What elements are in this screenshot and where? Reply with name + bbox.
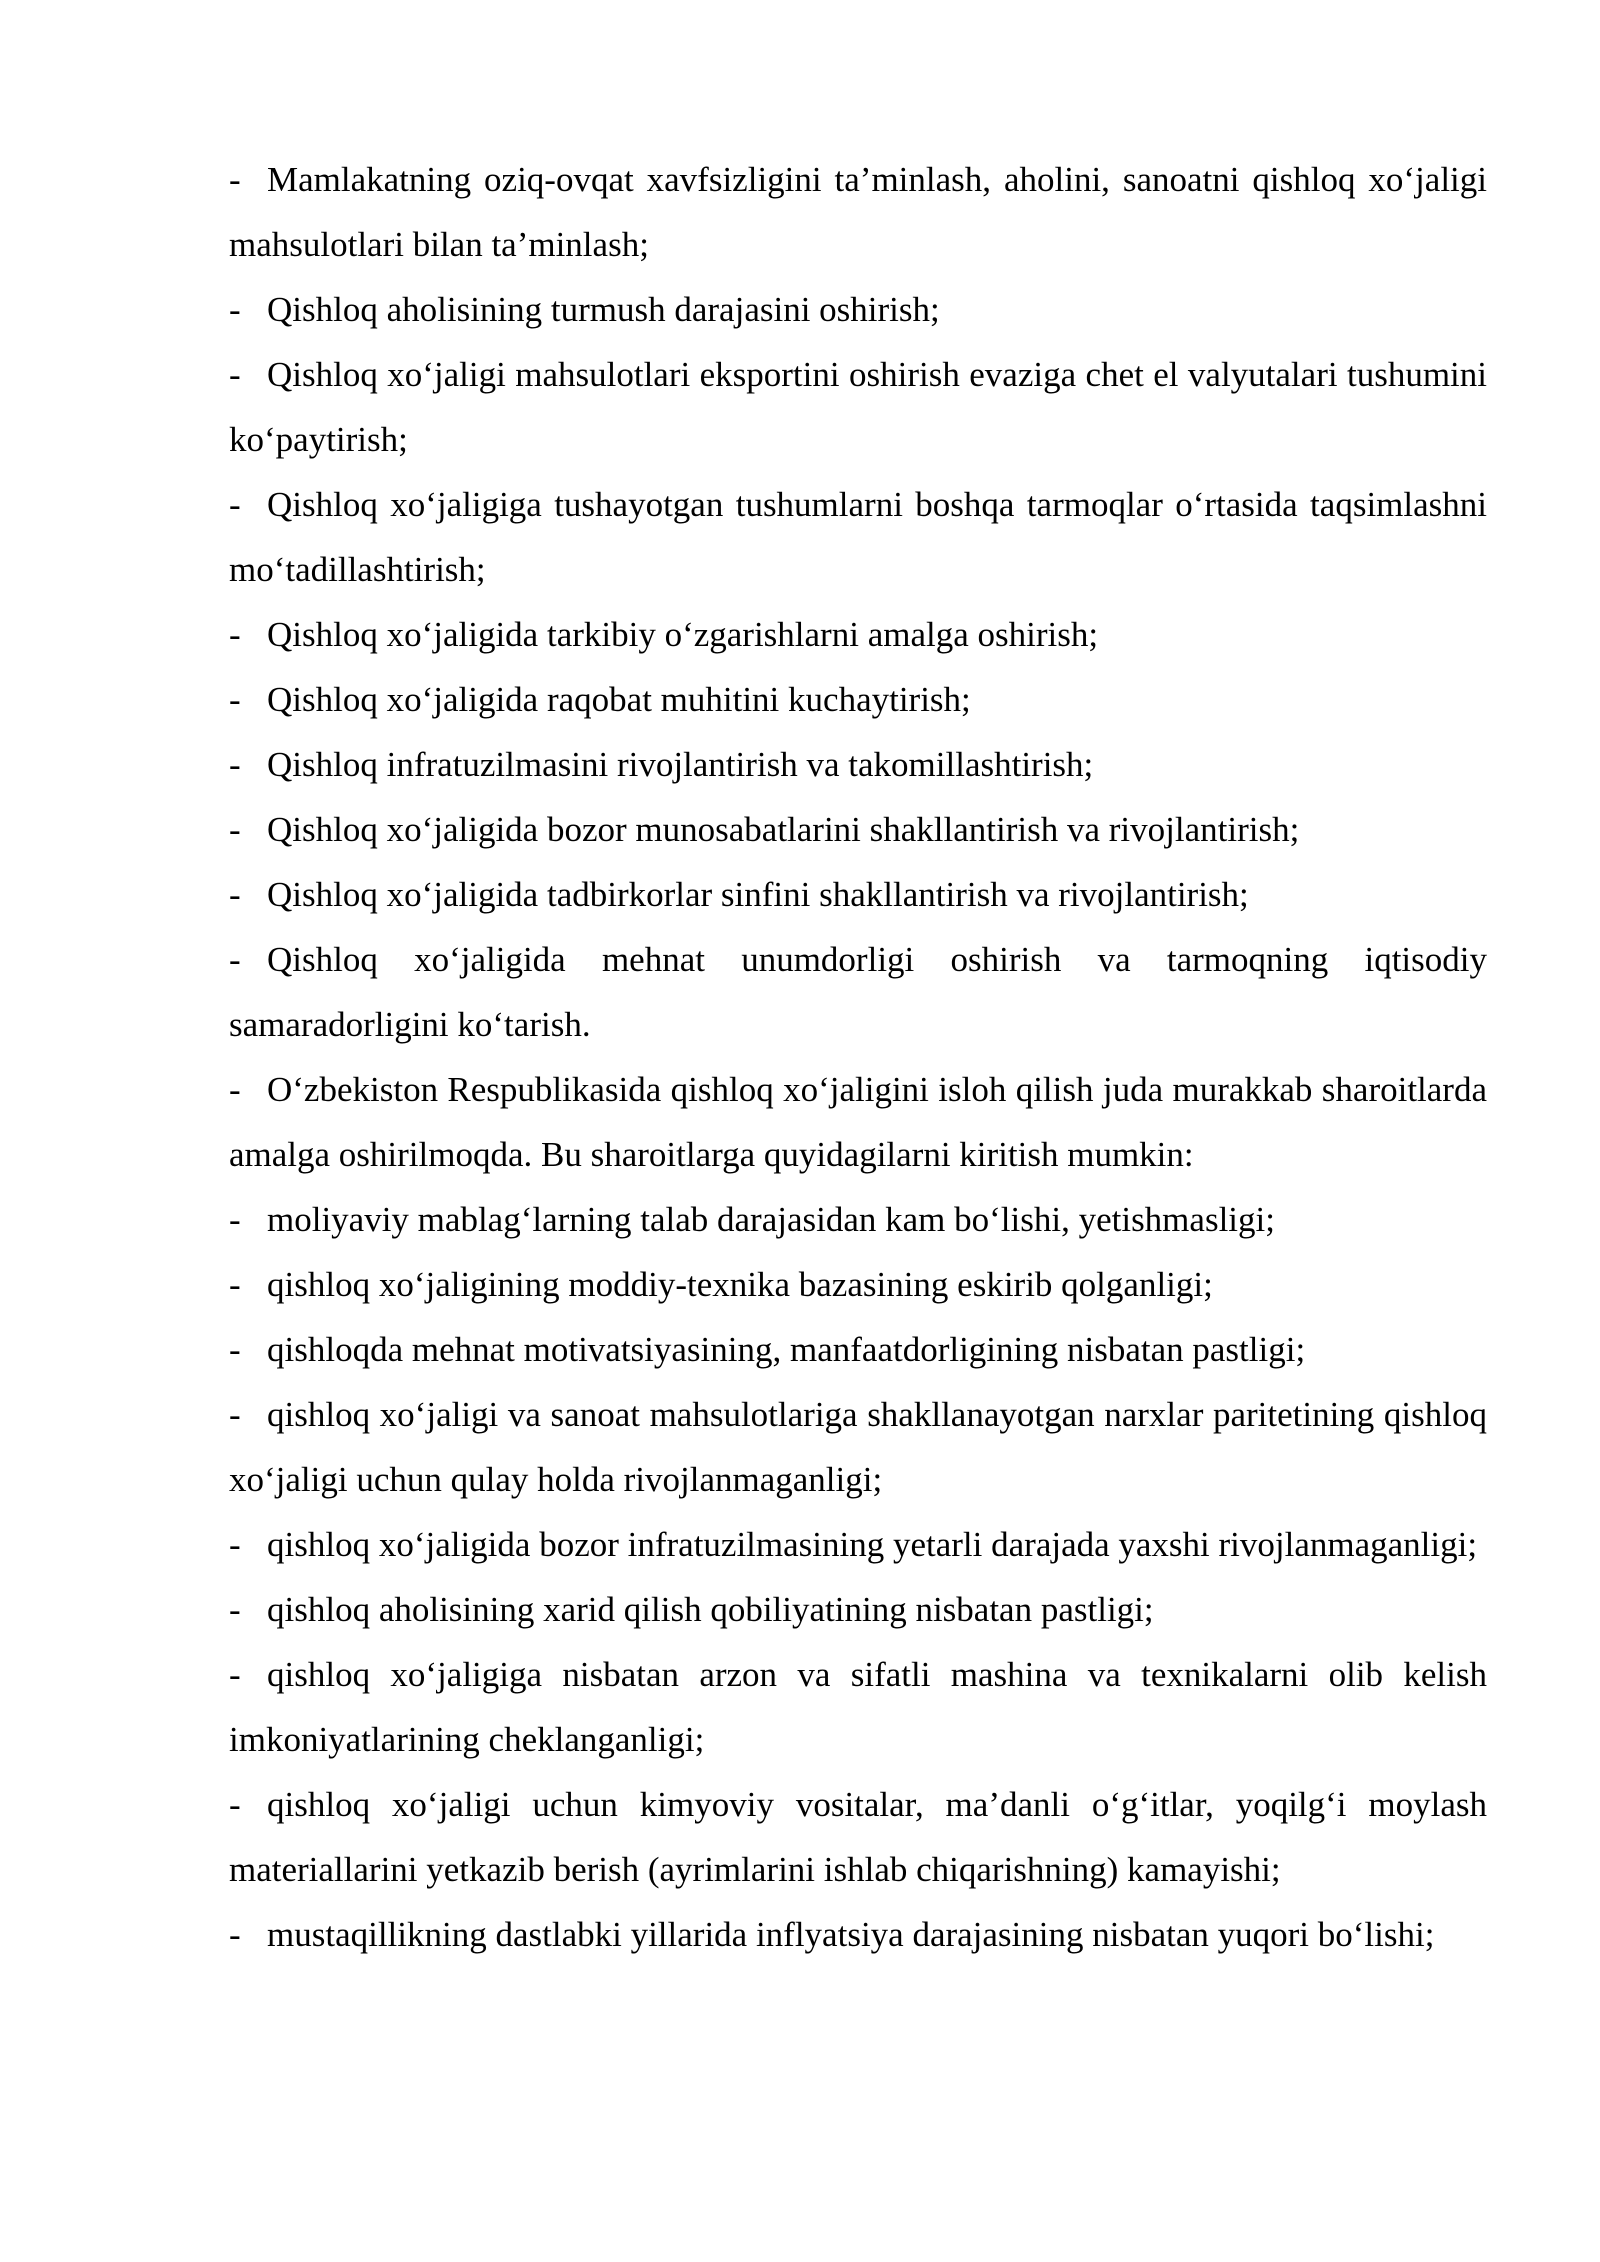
list-item-text: O‘zbekiston Respublikasida qishloq xo‘jaligini isloh qilish juda murakkab sharoitlarda amalga oshirilmoqda. Bu sharoitlarga quyidagilarni kiritish mumkin: [229,1070,1487,1174]
list-dash: - [229,485,241,524]
list-dash: - [229,1915,241,1954]
list-item-text: Qishloq xo‘jaligida tadbirkorlar sinfini shakllantirish va rivojlantirish; [267,875,1249,914]
list-item [229,1252,1487,1317]
list-item [229,147,1487,277]
list-item-text: moliyaviy mablag‘larning talab darajasidan kam bo‘lishi, yetishmasligi; [267,1200,1275,1239]
list-item [229,342,1487,472]
document-body [229,147,1487,1967]
list-item-text: Qishloq xo‘jaligida mehnat unumdorligi oshirish va tarmoqning iqtisodiy samaradorligini ko‘tarish. [229,940,1487,1044]
list-item-text: Qishloq xo‘jaligiga tushayotgan tushumlarni boshqa tarmoqlar o‘rtasida taqsimlashni mo‘tadillashtirish; [229,485,1487,589]
list-dash: - [229,810,241,849]
list-item [229,472,1487,602]
list-dash: - [229,1330,241,1369]
list-item [229,1642,1487,1772]
list-item-text: qishloq xo‘jaligiga nisbatan arzon va sifatli mashina va texnikalarni olib kelish imkoniyatlarining cheklanganligi; [229,1655,1487,1759]
list-item [229,1317,1487,1382]
list-item [229,1577,1487,1642]
list-dash: - [229,1655,241,1694]
list-item [229,602,1487,667]
list-item-text: Qishloq aholisining turmush darajasini oshirish; [267,290,940,329]
list-dash: - [229,745,241,784]
list-item-text: Qishloq xo‘jaligi mahsulotlari eksportini oshirish evaziga chet el valyutalari tushumini ko‘paytirish; [229,355,1487,459]
list-dash: - [229,680,241,719]
list-item [229,862,1487,927]
list-item-text: qishloq xo‘jaligida bozor infratuzilmasining yetarli darajada yaxshi rivojlanmaganligi; [267,1525,1478,1564]
list-dash: - [229,1590,241,1629]
list-item-text: Qishloq xo‘jaligida tarkibiy o‘zgarishlarni amalga oshirish; [267,615,1099,654]
list-dash: - [229,355,241,394]
list-item [229,1382,1487,1512]
list-item-text: qishloqda mehnat motivatsiyasining, manfaatdorligining nisbatan pastligi; [267,1330,1306,1369]
list-item-text: qishloq xo‘jaligi va sanoat mahsulotlariga shakllanayotgan narxlar paritetining qishloq xo‘jaligi uchun qulay holda rivojlanmaganligi; [229,1395,1487,1499]
list-item-text: Qishloq xo‘jaligida raqobat muhitini kuchaytirish; [267,680,971,719]
list-item [229,732,1487,797]
list-dash: - [229,1200,241,1239]
list-item [229,1512,1487,1577]
list-item-text: Qishloq infratuzilmasini rivojlantirish va takomillashtirish; [267,745,1094,784]
list-item [229,1772,1487,1902]
list-item-text: qishloq xo‘jaligi uchun kimyoviy vositalar, ma’danli o‘g‘itlar, yoqilg‘i moylash materiallarini yetkazib berish (ayrimlarini ishlab chiqarishning) kamayishi; [229,1785,1487,1889]
list-dash: - [229,940,241,979]
list-dash: - [229,1395,241,1434]
list-item [229,797,1487,862]
list-item [229,1902,1487,1967]
list-item-text: Mamlakatning oziq-ovqat xavfsizligini ta’minlash, aholini, sanoatni qishloq xo‘jaligi mahsulotlari bilan ta’minlash; [229,160,1487,264]
list-dash: - [229,1070,241,1109]
list-dash: - [229,875,241,914]
list-dash: - [229,615,241,654]
list-item [229,1187,1487,1252]
list-dash: - [229,290,241,329]
list-item [229,667,1487,732]
list-item-text: qishloq xo‘jaligining moddiy-texnika bazasining eskirib qolganligi; [267,1265,1213,1304]
list-item-text: qishloq aholisining xarid qilish qobiliyatining nisbatan pastligi; [267,1590,1154,1629]
list-item-text: mustaqillikning dastlabki yillarida inflyatsiya darajasining nisbatan yuqori bo‘lishi; [267,1915,1435,1954]
list-dash: - [229,160,241,199]
list-item [229,1057,1487,1187]
list-dash: - [229,1525,241,1564]
list-dash: - [229,1785,241,1824]
list-item [229,277,1487,342]
list-item [229,927,1487,1057]
list-item-text: Qishloq xo‘jaligida bozor munosabatlarini shakllantirish va rivojlantirish; [267,810,1300,849]
list-dash: - [229,1265,241,1304]
